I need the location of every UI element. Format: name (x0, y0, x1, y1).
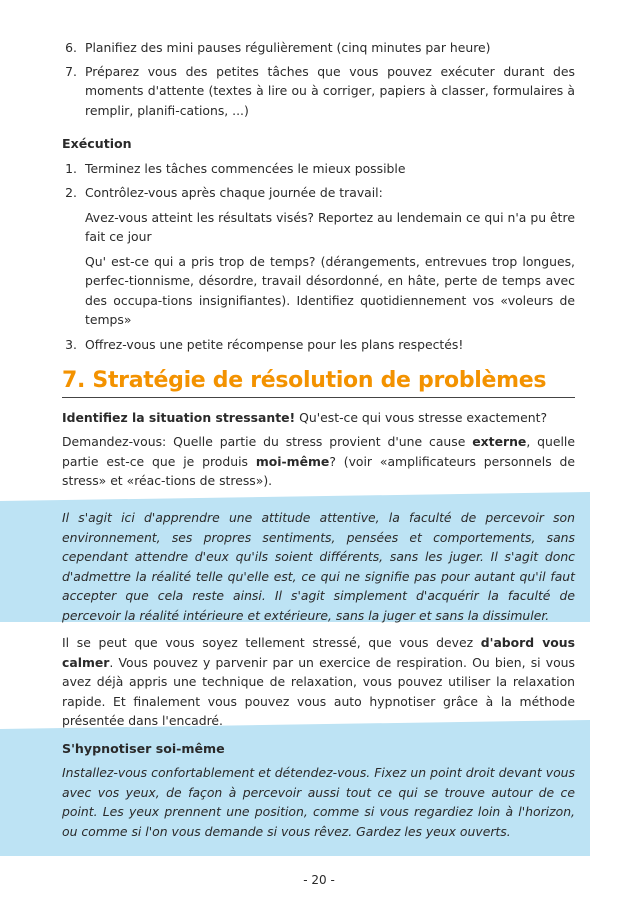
list-number: 2. (65, 185, 77, 200)
bold-text: d'abord vous calmer (62, 635, 575, 670)
list-text: Contrôlez-vous après chaque journée de travail: (85, 185, 383, 200)
body-text: Qu'est-ce qui vous stresse exactement? (295, 410, 548, 425)
paragraph-ask (62, 432, 575, 491)
list-item (55, 38, 575, 58)
body-text: . Vous pouvez y parvenir par un exercice de respiration. Ou bien, si vous avez déjà appris une technique de relaxation, vous pouvez utiliser la relaxation rapide. Et finalement vous pouvez vous auto hypnotiser grâce à la méthode présentée dans l'encadré. (62, 654, 575, 728)
section-title: 7. Stratégie de résolution de problèmes (62, 368, 547, 393)
list-number: 1. (65, 160, 77, 176)
list-item (55, 183, 575, 203)
title-underline (62, 397, 575, 398)
hypnosis-text: Installez-vous confortablement et détendez-vous. Fixez un point droit devant vous avec vos yeux, de façon à percevoir aussi tout ce qui se trouve autour de ce point. Les yeux prennent une position, comme si vous regardiez loin à l'horizon, ou comme si l'on vous demande si vous rêvez. Gardez les yeux ouverts. (62, 765, 575, 839)
body-text: ? (voir «amplificateurs personnels de stress» et «réac-tions de stress»). (62, 453, 575, 488)
execution-heading: Exécution (62, 136, 132, 151)
page-number: - 20 - (303, 873, 335, 887)
paragraph-calm (62, 633, 575, 731)
bold-text: externe (472, 434, 527, 449)
list-text: Préparez vous des petites tâches que vous pouvez exécuter durant des moments d'attente (textes à lire ou à corriger, papiers à classer, formulaires à remplir, planifi-cations, ...) (85, 63, 575, 118)
list-text: Offrez-vous une petite récompense pour les plans respectés! (85, 336, 464, 352)
list-number: 7. (65, 63, 77, 79)
bold-text: Identifiez la situation stressante! (62, 410, 296, 425)
list-text: Terminez les tâches commencées le mieux possible (85, 160, 406, 176)
paragraph-identify (62, 408, 575, 428)
sub-paragraph: Avez-vous atteint les résultats visés? Reportez au lendemain ce qui n'a pu être fait ce jour (85, 209, 575, 244)
sub-paragraph: Qu' est-ce qui a pris trop de temps? (dérangements, entrevues trop longues, perfec-tionnisme, désordre, travail désordonné, en hâte, perte de temps avec des occupa-tions insignifiantes). Identifiez quotidiennement vos «voleurs de temps» (85, 253, 575, 327)
list-number: 3. (65, 336, 77, 352)
list-item (55, 159, 575, 179)
list-text: Planifiez des mini pauses régulièrement (cinq minutes par heure) (85, 40, 491, 55)
execution-section (62, 134, 575, 354)
hypnosis-title: S'hypnotiser soi-même (62, 741, 225, 756)
list-item (55, 62, 575, 121)
list-number: 6. (65, 40, 77, 55)
list-item (55, 335, 575, 355)
top-list (55, 38, 575, 120)
highlight-text: Il s'agit ici d'apprendre une attitude attentive, la faculté de percevoir son environnement, ses propres sentiments, pensées et comportements, sans cependant attendre d'eux qu'ils soient différents, sans les juger. Il s'agit donc d'admettre la réalité telle qu'elle est, ce qui ne signifie pas pour autant qu'il faut accepter que cela reste ainsi. Il s'agit simplement d'acquérir la faculté de percevoir la réalité intérieure et extérieure, sans la juger et sans la dissimuler. (62, 510, 575, 623)
bold-text: moi-même (255, 453, 330, 469)
body-text: Demandez-vous: Quelle partie du stress provient d'une cause (62, 434, 473, 449)
body-text: Il se peut que vous soyez tellement stressé, que vous devez (62, 635, 481, 650)
body-text: , quelle partie est-ce que je produis (62, 434, 575, 469)
